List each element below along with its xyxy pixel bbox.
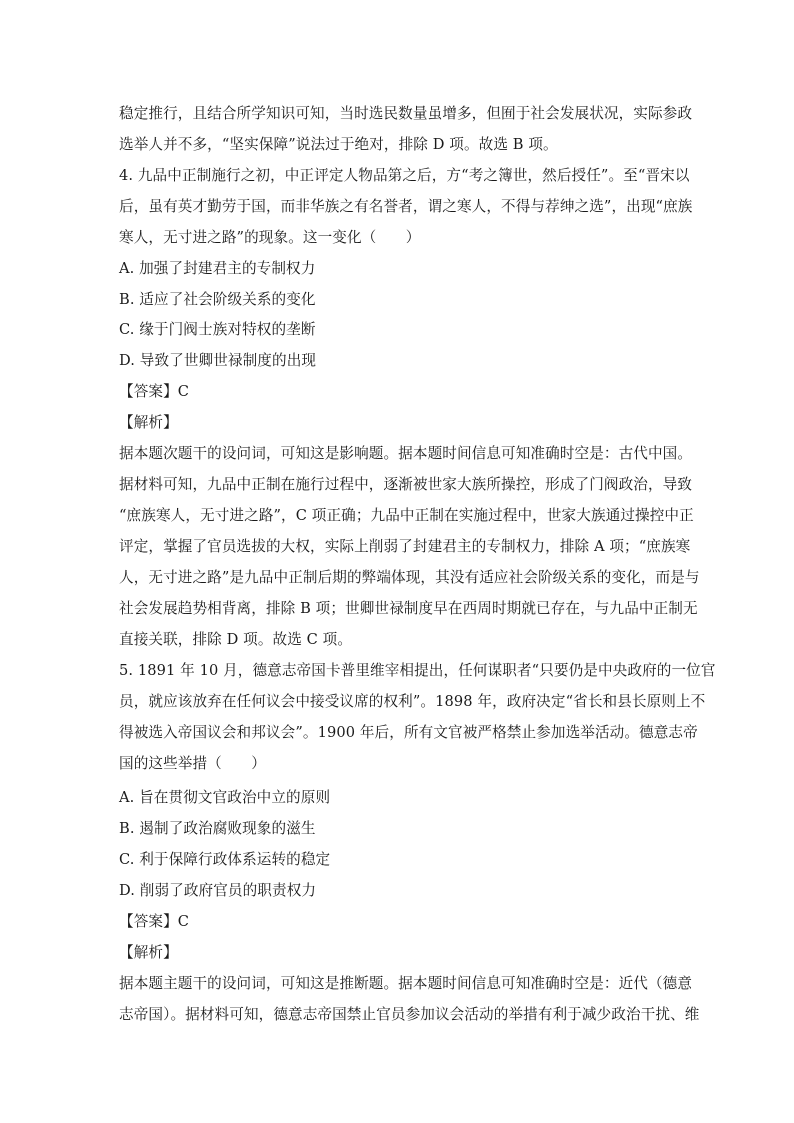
q4-analysis-line-5: 人，无寸进之路”是九品中正制后期的弊端体现，其没有适应社会阶级关系的变化，而是与 xyxy=(119,569,700,586)
q4-stem-line-2: 后，虽有英才勤劳于国，而非华族之有名誉者，谓之寒人，不得与荐绅之选”，出现“庶族 xyxy=(119,198,693,215)
q5-stem-line-2: 员，就应该放弃在任何议会中接受议席的权利”。1898 年，政府决定“省长和县长原则上不 xyxy=(119,693,706,710)
q4-option-b: B. 适应了社会阶级关系的变化 xyxy=(119,291,316,308)
q4-stem-line-3: 寒人，无寸进之路”的现象。这一变化（ ） xyxy=(119,229,421,246)
q5-option-c: C. 利于保障行政体系运转的稳定 xyxy=(119,851,331,868)
q4-option-a: A. 加强了封建君主的专制权力 xyxy=(119,260,316,277)
q5-analysis-line-2: 志帝国）。据材料可知，德意志帝国禁止官员参加议会活动的举措有利于减少政治干扰、维 xyxy=(119,1006,700,1023)
q5-option-b: B. 遏制了政治腐败现象的滋生 xyxy=(119,820,316,837)
q5-stem-line-4: 国的这些举措（ ） xyxy=(119,755,266,772)
q5-option-a: A. 旨在贯彻文官政治中立的原则 xyxy=(119,789,331,806)
q4-stem-line-1: 4. 九品中正制施行之初，中正评定人物品第之后，方“考之簿世，然后授任”。至“晋宋以 xyxy=(119,167,690,184)
q4-analysis-line-2: 据材料可知，九品中正制在施行过程中，逐渐被世家大族所操控，形成了门阀政治，导致 xyxy=(119,476,693,493)
q4-option-d: D. 导致了世卿世禄制度的出现 xyxy=(119,352,317,369)
q4-analysis-line-1: 据本题次题干的设问词，可知这是影响题。据本题时间信息可知准确时空是：古代中国。 xyxy=(119,445,693,462)
q4-analysis-label: 【解析】 xyxy=(119,414,178,431)
q4-analysis-line-3: “庶族寒人，无寸进之路”，C 项正确；九品中正制在实施过程中，世家大族通过操控中正 xyxy=(119,507,694,524)
intro-line-1: 稳定推行，且结合所学知识可知，当时选民数量虽增多，但囿于社会发展状况，实际参政 xyxy=(119,105,693,122)
q4-option-c: C. 缘于门阀士族对特权的垄断 xyxy=(119,321,316,338)
q4-analysis-line-7: 直接关联，排除 D 项。故选 C 项。 xyxy=(119,631,353,648)
q5-option-d: D. 削弱了政府官员的职责权力 xyxy=(119,882,317,899)
q4-analysis-line-4: 评定，掌握了官员选拔的大权，实际上削弱了封建君主的专制权力，排除 A 项；“庶族寒 xyxy=(119,538,691,555)
q4-analysis-line-6: 社会发展趋势相背离，排除 B 项；世卿世禄制度早在西周时期就已存在，与九品中正制无 xyxy=(119,600,698,617)
q5-stem-line-3: 得被选入帝国议会和邦议会”。1900 年后，所有文官被严格禁止参加选举活动。德意志帝 xyxy=(119,724,698,741)
q5-analysis-line-1: 据本题主题干的设问词，可知这是推断题。据本题时间信息可知准确时空是：近代（德意 xyxy=(119,975,693,992)
q5-analysis-label: 【解析】 xyxy=(119,944,178,961)
q5-answer: 【答案】C xyxy=(119,913,190,930)
q5-stem-line-1: 5. 1891 年 10 月，德意志帝国卡普里维宰相提出，任何谋职者“只要仍是中央政府的一位官 xyxy=(119,662,716,679)
intro-line-2: 选举人并不多，“坚实保障”说法过于绝对，排除 D 项。故选 B 项。 xyxy=(119,136,558,153)
q4-answer: 【答案】C xyxy=(119,383,190,400)
